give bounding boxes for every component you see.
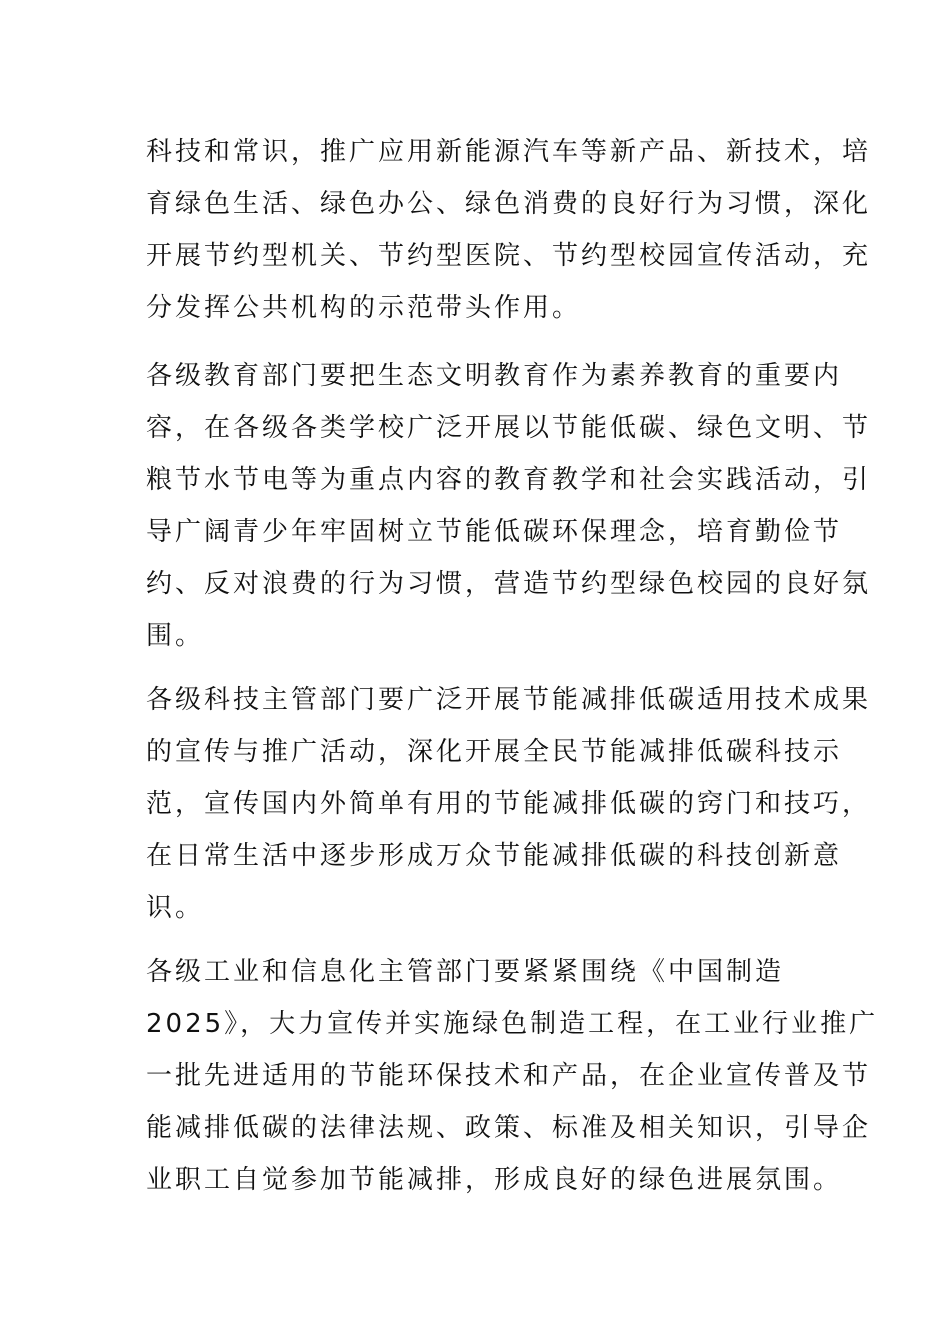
paragraph-education-departments [146, 350, 872, 662]
text-line: 容，在各级各类学校广泛开展以节能低碳、绿色文明、节 [146, 413, 872, 443]
text-line: 约、反对浪费的行为习惯，营造节约型绿色校园的良好氛 [146, 569, 872, 599]
paragraph-science-technology-departments [146, 674, 872, 934]
text-line: 的宣传与推广活动，深化开展全民节能减排低碳科技示 [146, 737, 843, 767]
text-line: 粮节水节电等为重点内容的教育教学和社会实践活动，引 [146, 465, 872, 495]
text-line: 在日常生活中逐步形成万众节能减排低碳的科技创新意 [146, 841, 843, 871]
text-line: 开展节约型机关、节约型医院、节约型校园宣传活动，充 [146, 241, 872, 271]
text-line: 育绿色生活、绿色办公、绿色消费的良好行为习惯，深化 [146, 189, 872, 219]
text-line: 导广阔青少年牢固树立节能低碳环保理念，培育勤俭节 [146, 517, 843, 547]
text-line: 识。 [146, 893, 205, 923]
text-line: 各级教育部门要把生态文明教育作为素养教育的重要内 [146, 361, 843, 391]
text-line: 科技和常识，推广应用新能源汽车等新产品、新技术，培 [146, 137, 872, 167]
paragraph-industry-information-departments [146, 946, 879, 1206]
text-line: 分发挥公共机构的示范带头作用。 [146, 293, 582, 323]
paragraph-public-institutions [146, 126, 872, 334]
text-line: 围。 [146, 621, 205, 651]
text-line: 范，宣传国内外简单有用的节能减排低碳的窍门和技巧， [146, 789, 872, 819]
text-line: 2025》，大力宣传并实施绿色制造工程，在工业行业推广 [146, 1009, 879, 1039]
text-line: 一批先进适用的节能环保技术和产品，在企业宣传普及节 [146, 1061, 872, 1091]
text-line: 能减排低碳的法律法规、政策、标准及相关知识，引导企 [146, 1113, 872, 1143]
text-line: 业职工自觉参加节能减排，形成良好的绿色进展氛围。 [146, 1165, 843, 1195]
text-line: 各级科技主管部门要广泛开展节能减排低碳适用技术成果 [146, 685, 872, 715]
text-line: 各级工业和信息化主管部门要紧紧围绕《中国制造 [146, 957, 785, 987]
